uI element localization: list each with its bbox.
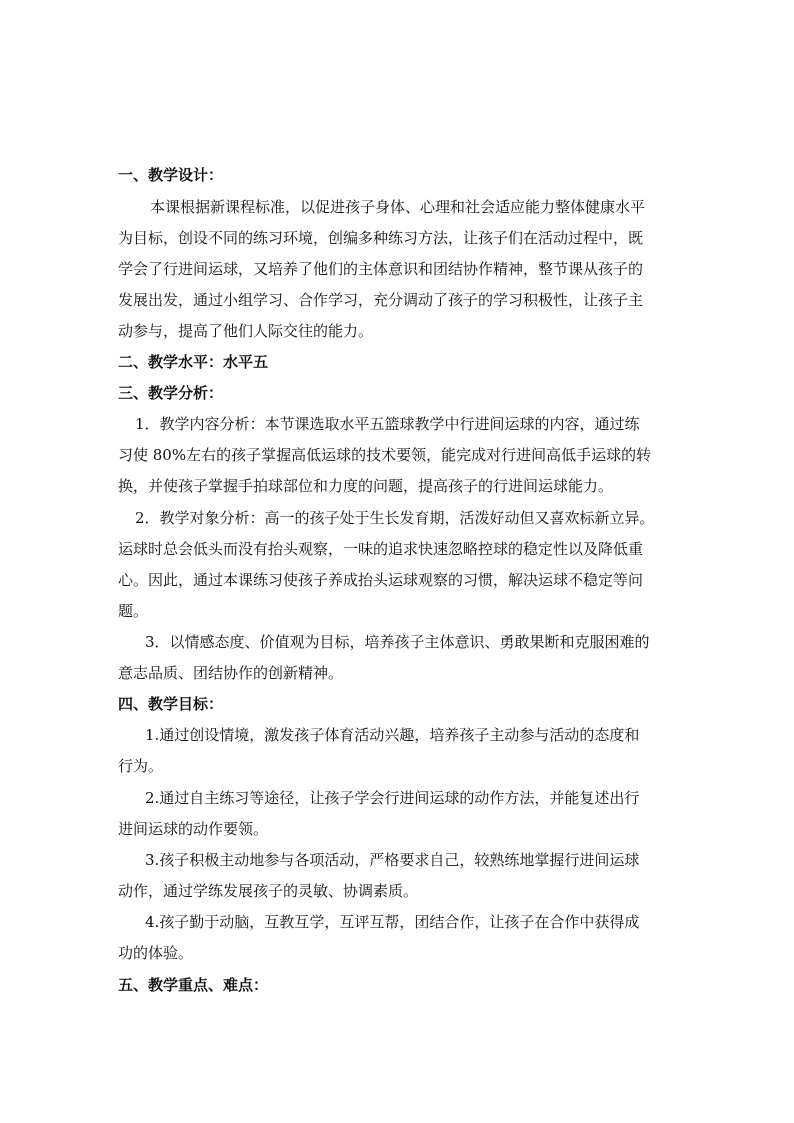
paragraph-line: 发展出发，通过小组学习、合作学习，充分调动了孩子的学习积极性，让孩子主 [118,291,644,309]
paragraph-line: 动参与，提高了他们人际交往的能力。 [118,322,374,340]
analysis-item-3-line: 意志品质、团结协作的创新精神。 [118,664,344,682]
objective-1-line: 1.通过创设情境，激发孩子体育活动兴趣，培养孩子主动参与活动的态度和 [145,726,640,744]
analysis-item-2-line: 心。因此，通过本课练习使孩子养成抬头运球观察的习惯，解决运球不稳定等问 [118,571,644,589]
section-heading-keypoints: 五、教学重点、难点： [118,976,269,994]
objective-3-line: 动作，通过学练发展孩子的灵敏、协调素质。 [118,882,419,900]
objective-3-line: 3.孩子积极主动地参与各项活动，严格要求自己，较熟练地掌握行进间运球 [145,851,640,869]
objective-4-line: 功的体验。 [118,944,194,962]
section-heading-analysis: 三、教学分析： [118,384,224,402]
analysis-item-1-line: 习使 80%左右的孩子掌握高低运球的技术要领，能完成对行进间高低手运球的转 [118,446,652,464]
paragraph-line: 学会了行进间运球，又培养了他们的主体意识和团结协作精神，整节课从孩子的 [118,260,644,278]
section-heading-design: 一、教学设计： [118,166,224,184]
analysis-item-2-line: 运球时总会低头而没有抬头观察，一味的追求快速忽略控球的稳定性以及降低重 [118,540,644,558]
objective-2-line: 进间运球的动作要领。 [118,820,269,838]
paragraph-line: 为目标，创设不同的练习环境，创编多种练习方法，让孩子们在活动过程中，既 [118,229,644,247]
analysis-item-2-line: 题。 [118,602,149,620]
section-heading-objectives: 四、教学目标： [118,695,224,713]
analysis-item-3-line: 3．以情感态度、价值观为目标，培养孩子主体意识、勇敢果断和克服困难的 [145,633,650,651]
objective-1-line: 行为。 [118,757,164,775]
paragraph-line: 本课根据新课程标准，以促进孩子身体、心理和社会适应能力整体健康水平 [150,198,646,216]
analysis-item-1-line: 1．教学内容分析：本节课选取水平五篮球教学中行进间运球的内容，通过练 [135,415,640,433]
analysis-item-2-line: 2．教学对象分析：高一的孩子处于生长发育期，活泼好动但又喜欢标新立异。 [135,509,655,527]
objective-4-line: 4.孩子勤于动脑，互教互学，互评互帮，团结合作，让孩子在合作中获得成 [145,913,640,931]
section-heading-level: 二、教学水平：水平五 [118,353,269,371]
objective-2-line: 2.通过自主练习等途径，让孩子学会行进间运球的动作方法，并能复述出行 [145,789,640,807]
analysis-item-1-line: 换，并使孩子掌握手拍球部位和力度的问题，提高孩子的行进间运球能力。 [118,477,614,495]
